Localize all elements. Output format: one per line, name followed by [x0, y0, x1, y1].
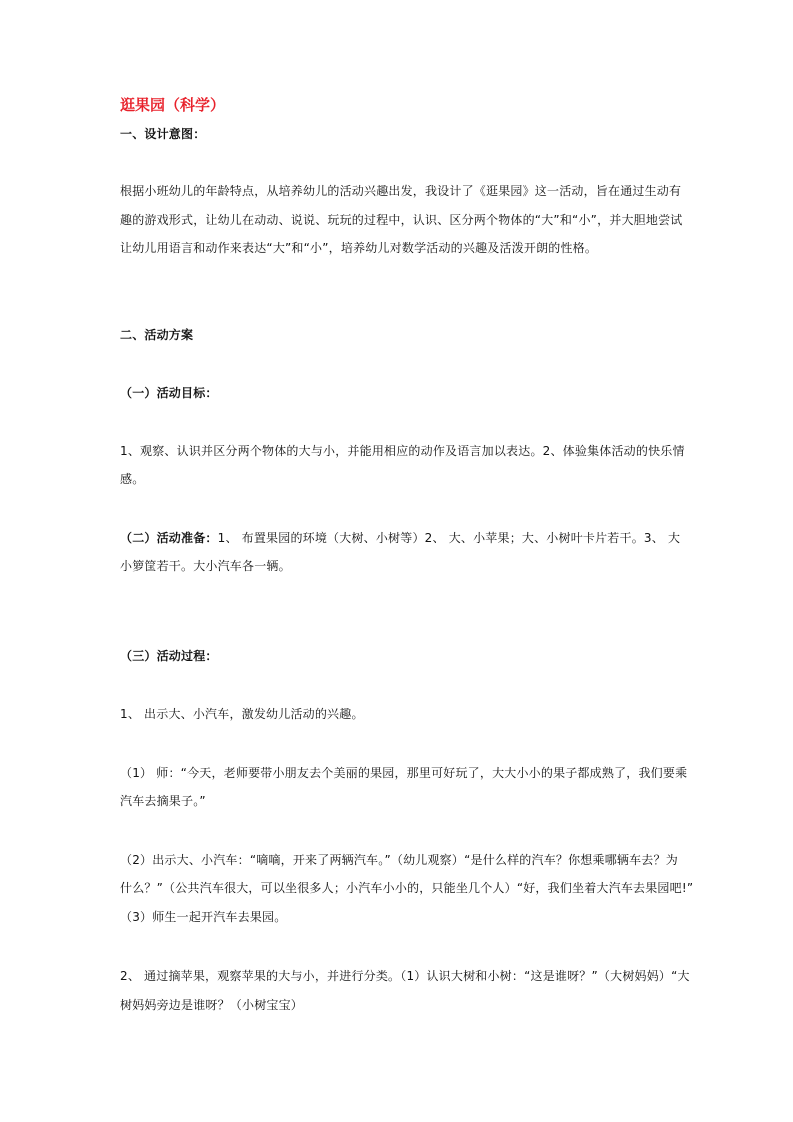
section-heading-design-intent: 一、设计意图： — [120, 127, 206, 141]
paragraph-line: 2、 通过摘苹果，观察苹果的大与小，并进行分类。（1）认识大树和小树：“这是谁呀？”（大树妈妈）“大 — [120, 969, 690, 983]
paragraph-line: （3）师生一起开汽车去果园。 — [120, 910, 287, 924]
paragraph-line — [120, 531, 680, 545]
subheading-activity-preparation: （二）活动准备： — [120, 531, 218, 545]
subheading-activity-process: （三）活动过程： — [120, 649, 218, 663]
section-heading-activity-plan: 二、活动方案 — [120, 328, 194, 342]
paragraph-line: （2）出示大、小汽车：“嘀嘀，开来了两辆汽车。”（幼儿观察）“是什么样的汽车？你想乘哪辆车去？为 — [120, 853, 678, 867]
paragraph-line: 根据小班幼儿的年龄特点，从培养幼儿的活动兴趣出发，我设计了《逛果园》这一活动，旨在通过生动有 — [120, 184, 682, 198]
paragraph-line: 感。 — [120, 472, 145, 486]
preparation-text: 1、 布置果园的环境（大树、小树等）2、 大、小苹果；大、小树叶卡片若干。3、 大 — [217, 531, 681, 545]
paragraph-line: 什么？”（公共汽车很大，可以坐很多人；小汽车小小的，只能坐几个人）“好，我们坐着大汽车去果园吧!” — [120, 881, 694, 895]
paragraph-line: 趣的游戏形式，让幼儿在动动、说说、玩玩的过程中，认识、区分两个物体的“大”和“小”，并大胆地尝试 — [120, 213, 683, 227]
paragraph-line: 树妈妈旁边是谁呀？（小树宝宝） — [120, 998, 304, 1012]
paragraph-line: 1、观察、认识并区分两个物体的大与小，并能用相应的动作及语言加以表达。2、体验集体活动的快乐情 — [120, 444, 685, 458]
document-title: 逛果园（科学） — [120, 96, 226, 114]
subheading-activity-goals: （一）活动目标： — [120, 386, 218, 400]
paragraph-line: （1） 师：“今天，老师要带小朋友去个美丽的果园，那里可好玩了，大大小小的果子都成熟了，我们要乘 — [120, 766, 688, 780]
paragraph-line: 汽车去摘果子。” — [120, 794, 206, 808]
paragraph-line: 让幼儿用语言和动作来表达“大”和“小”，培养幼儿对数学活动的兴趣及活泼开朗的性格。 — [120, 241, 598, 255]
paragraph-line: 小箩筐若干。大小汽车各一辆。 — [120, 559, 291, 573]
paragraph-line: 1、 出示大、小汽车，激发幼儿活动的兴趣。 — [120, 707, 364, 721]
